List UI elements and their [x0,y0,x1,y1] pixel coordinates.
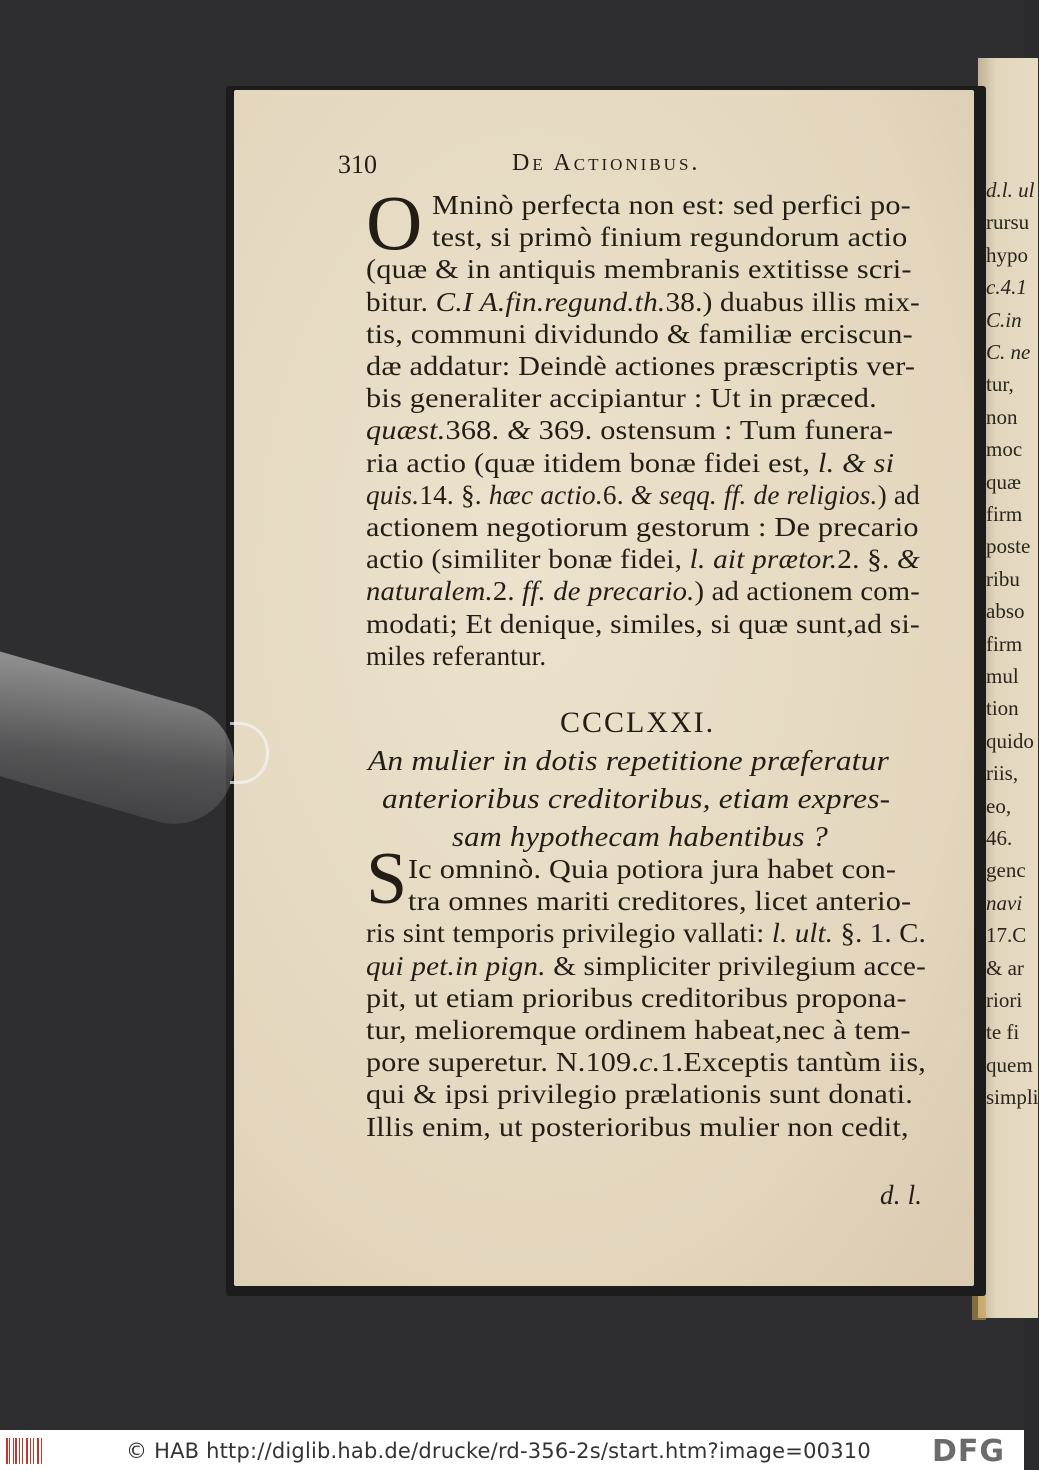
text-span: l. ult. [771,918,834,949]
paragraph-1-line [366,514,919,541]
paragraph-1-line [366,578,920,605]
text-span: pit, ut etiam prioribus creditoribus propona- [366,982,907,1013]
paragraph-1-line [366,385,877,412]
paragraph-1-line [366,546,920,573]
facing-page-fragment: tur, [986,372,1014,397]
barcode-bar [26,1438,28,1464]
text-span: tur, melioremque ordinem habeat,nec à tem- [366,1015,911,1045]
facing-page-fragment: navi [986,890,1023,915]
barcode-bar [6,1438,8,1464]
barcode-bar [15,1438,17,1464]
text-span: dæ addatur: Deindè actiones præscriptis ver- [366,351,916,381]
text-span: qui & ipsi privilegio prælationis sunt donati. [366,1079,914,1110]
text-span: (quæ & in antiquis membranis extitisse scri- [366,254,912,285]
paragraph-1-line [366,447,895,478]
facing-page-fragment: ribu [986,566,1020,591]
facing-page-fragment: & ar [986,955,1024,980]
text-span: l. & si [817,447,895,478]
text-span: ) ad actionem com- [694,576,920,607]
page-number: 310 [338,150,377,179]
text-span: actio (similiter bonæ fidei, [366,544,690,575]
section-question-line: sam hypothecam habentibus ? [452,822,828,853]
barcode-bar [37,1438,39,1464]
facing-page-fragment: eo, [986,793,1012,818]
facing-page-fragment: mul [986,664,1019,688]
text-span: l. ait prætor. [689,544,838,575]
text-span: pore superetur. N.109. [366,1047,640,1078]
facing-page-fragment: c.4.1 [986,275,1027,300]
paragraph-2-line [366,982,907,1013]
text-span: ria actio (quæ itidem bonæ fidei est, [366,447,818,478]
paragraph-2-line [366,1017,911,1044]
paragraph-1-line [432,224,907,251]
paragraph-1-line [366,286,920,317]
paragraph-2-line [366,950,926,981]
facing-page-fragment: 46. [986,826,1013,850]
text-span: tra omnes mariti creditores, licet anterio- [408,886,912,917]
paragraph-1-line [366,417,893,444]
paragraph-1-line [366,256,912,283]
facing-page-fragment: rursu [986,210,1030,235]
text-span: qui pet.in pign. [366,950,546,981]
text-span: Ic omninò. Quia potiora jura habet con- [408,854,897,884]
dropcap-s: S [366,838,408,920]
text-span: C.I A.fin.regund.th. [435,286,666,317]
text-span: 2. [492,576,523,607]
paragraph-2-line [408,856,896,883]
facing-page-fragment: poste [986,534,1031,559]
text-span: 368. [445,415,508,446]
text-span: naturalem. [366,576,493,607]
facing-page-fragment: te fi [986,1020,1020,1045]
facing-page-fragment: quem [986,1052,1033,1077]
text-span: quæst. [366,415,446,446]
section-question-line: anterioribus creditoribus, etiam expres- [382,784,891,815]
facing-page-fragment: d.l. ul [986,178,1035,202]
text-span: 2. §. [837,544,898,575]
text-span: tis, communi dividundo & familiæ erciscun- [366,318,913,349]
text-span: 6. [602,479,631,510]
paragraph-2-line [366,1111,909,1142]
barcode-bar [30,1438,31,1464]
text-span: §. 1. C. [833,918,926,949]
facing-page-fragment: simpli [986,1085,1039,1110]
text-span: modati; Et denique, similes, si quæ sunt,ad si- [366,608,920,639]
text-span: & simpliciter privilegium acce- [545,950,926,981]
text-span: & [507,415,531,446]
barcode-bar [22,1438,23,1464]
facing-page-fragment: C. ne [986,340,1031,364]
barcode-bar [19,1438,20,1464]
dropcap-o: O [366,179,423,266]
facing-page-fragment: non [986,404,1018,429]
facing-page-fragment: 17.C [986,923,1027,948]
paragraph-1-line [366,608,920,639]
facing-page-fragment: abso [986,599,1025,624]
text-span: miles referantur. [366,640,547,671]
text-span: & seqq. ff. de religios. [630,479,878,510]
facing-page-fragment: tion [986,696,1019,721]
facing-page-fragment: moc [986,437,1023,462]
text-span: bitur. [366,286,436,317]
facing-page-fragment: C.in [986,307,1022,332]
facing-page-fragment: firm [986,631,1023,656]
text-span: ris sint temporis privilegio vallati: [366,918,772,949]
facing-page-fragment: quido [986,728,1034,753]
text-span: ) ad [877,479,920,510]
facing-page-fragment: genc [986,858,1026,883]
catchword: d. l. [880,1180,923,1210]
dfg-logo: DFG [932,1434,1006,1469]
text-span: 369. ostensum : Tum funera- [530,415,894,446]
text-span: bis generaliter accipiantur : Ut in præced. [366,383,877,414]
paragraph-1-line [366,318,913,349]
barcode-bar [33,1438,34,1464]
facing-page-fragment: hypo [986,242,1028,267]
text-span: Mninò perfecta non est: sed perfici po- [432,190,911,220]
section-number: CCCLXXI. [560,706,716,739]
footer-credit: © HAB http://diglib.hab.de/drucke/rd-356-2s/start.htm?image=00310 [126,1439,871,1463]
paragraph-2-line [408,888,911,915]
paragraph-1-line [432,192,911,219]
text-span: quis. [366,479,420,510]
paragraph-2-line [366,920,926,947]
text-span: test, si primò finium regundorum actio [432,222,908,253]
running-title: De Actionibus. [512,150,701,176]
paragraph-1-line [366,640,547,671]
footer-bar [0,1430,1024,1470]
paragraph-1-line [366,353,915,380]
text-span: 38.) duabus illis mix- [665,286,920,317]
text-span: & [897,544,920,575]
text-span: hæc actio. [488,479,603,510]
paragraph-1-line [366,479,920,510]
barcode-bar [41,1438,42,1464]
facing-page-fragment: riori [986,988,1023,1012]
text-span: 1.Exceptis tantùm iis, [660,1047,926,1078]
text-span: ff. de precario. [522,576,695,607]
facing-page-fragment: quæ [986,469,1022,494]
paragraph-2-line [366,1049,926,1076]
barcode-bar [13,1438,14,1464]
text-span: 14. §. [419,479,489,510]
text-span: actionem negotiorum gestorum : De precario [366,512,919,542]
barcode-bar [9,1438,10,1464]
paragraph-2-line [366,1081,913,1108]
hab-barcode-icon [6,1438,46,1464]
text-span: c. [639,1047,661,1078]
section-question-line: An mulier in dotis repetitione præferatur [368,746,890,777]
facing-page-fragment: firm [986,502,1023,526]
text-span: Illis enim, ut posterioribus mulier non cedit, [366,1111,909,1142]
facing-page-fragment: riis, [986,761,1019,786]
